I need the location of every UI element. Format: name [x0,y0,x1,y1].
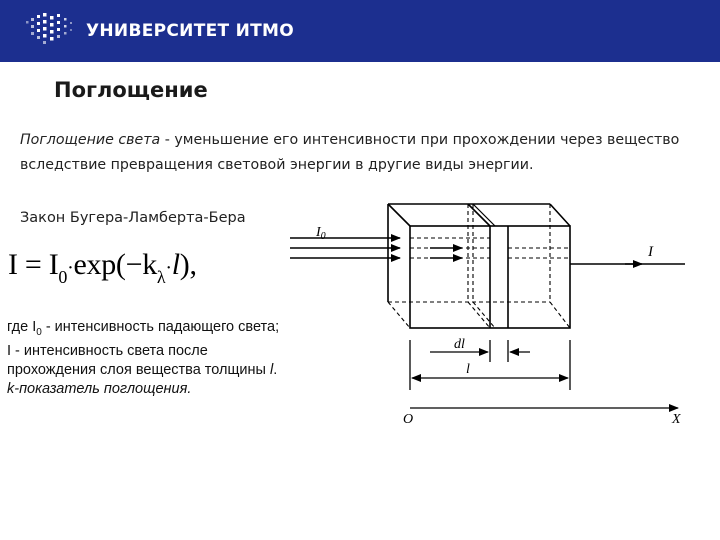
legend-line-4: k-показатель поглощения. [7,380,192,397]
label-I0: $I_0$ [316,225,326,242]
beer-lambert-formula [8,248,197,287]
formula-lhs: I = I [8,248,59,281]
label-dl: dl [454,337,465,352]
header-bar [0,0,720,62]
university-name: УНИВЕРСИТЕТ ИТМО [86,21,295,41]
legend-line-1-rest: - интенсивность падающего света; [41,319,280,335]
itmo-logo-icon [26,13,78,49]
legend-line-3-l: l [269,361,274,378]
law-title: Закон Бугера-Ламберта-Бера [20,210,246,226]
label-I: I [648,244,653,260]
definition-paragraph [20,128,710,178]
definition-term: Поглощение света [20,132,161,148]
formula-sub-lambda: λ [156,267,166,287]
formula-exp: exp(−k [73,248,157,281]
formula-dot: · [67,257,74,279]
formula-l: l [171,248,180,281]
legend-line-3-suffix: . [273,361,278,378]
formula-dot: · [165,257,172,279]
legend-line-2: I - интенсивность света после [7,342,208,359]
legend-line-1-prefix: где I [7,319,37,335]
absorption-diagram [280,190,700,430]
label-origin: O [403,412,414,427]
legend-line-3-prefix: прохождения слоя вещества толщины [7,361,270,378]
legend-line-1-sub: 0 [36,326,42,338]
definition-text: - уменьшение его интенсивности при прохождении через вещество вследствие превращения световой энергии в другие виды энергии. [20,132,680,173]
label-l: l [466,362,470,377]
label-x: X [672,412,681,427]
formula-sub0: 0 [58,267,68,287]
formula-end: ), [179,248,197,281]
slide-title: Поглощение [54,78,208,102]
